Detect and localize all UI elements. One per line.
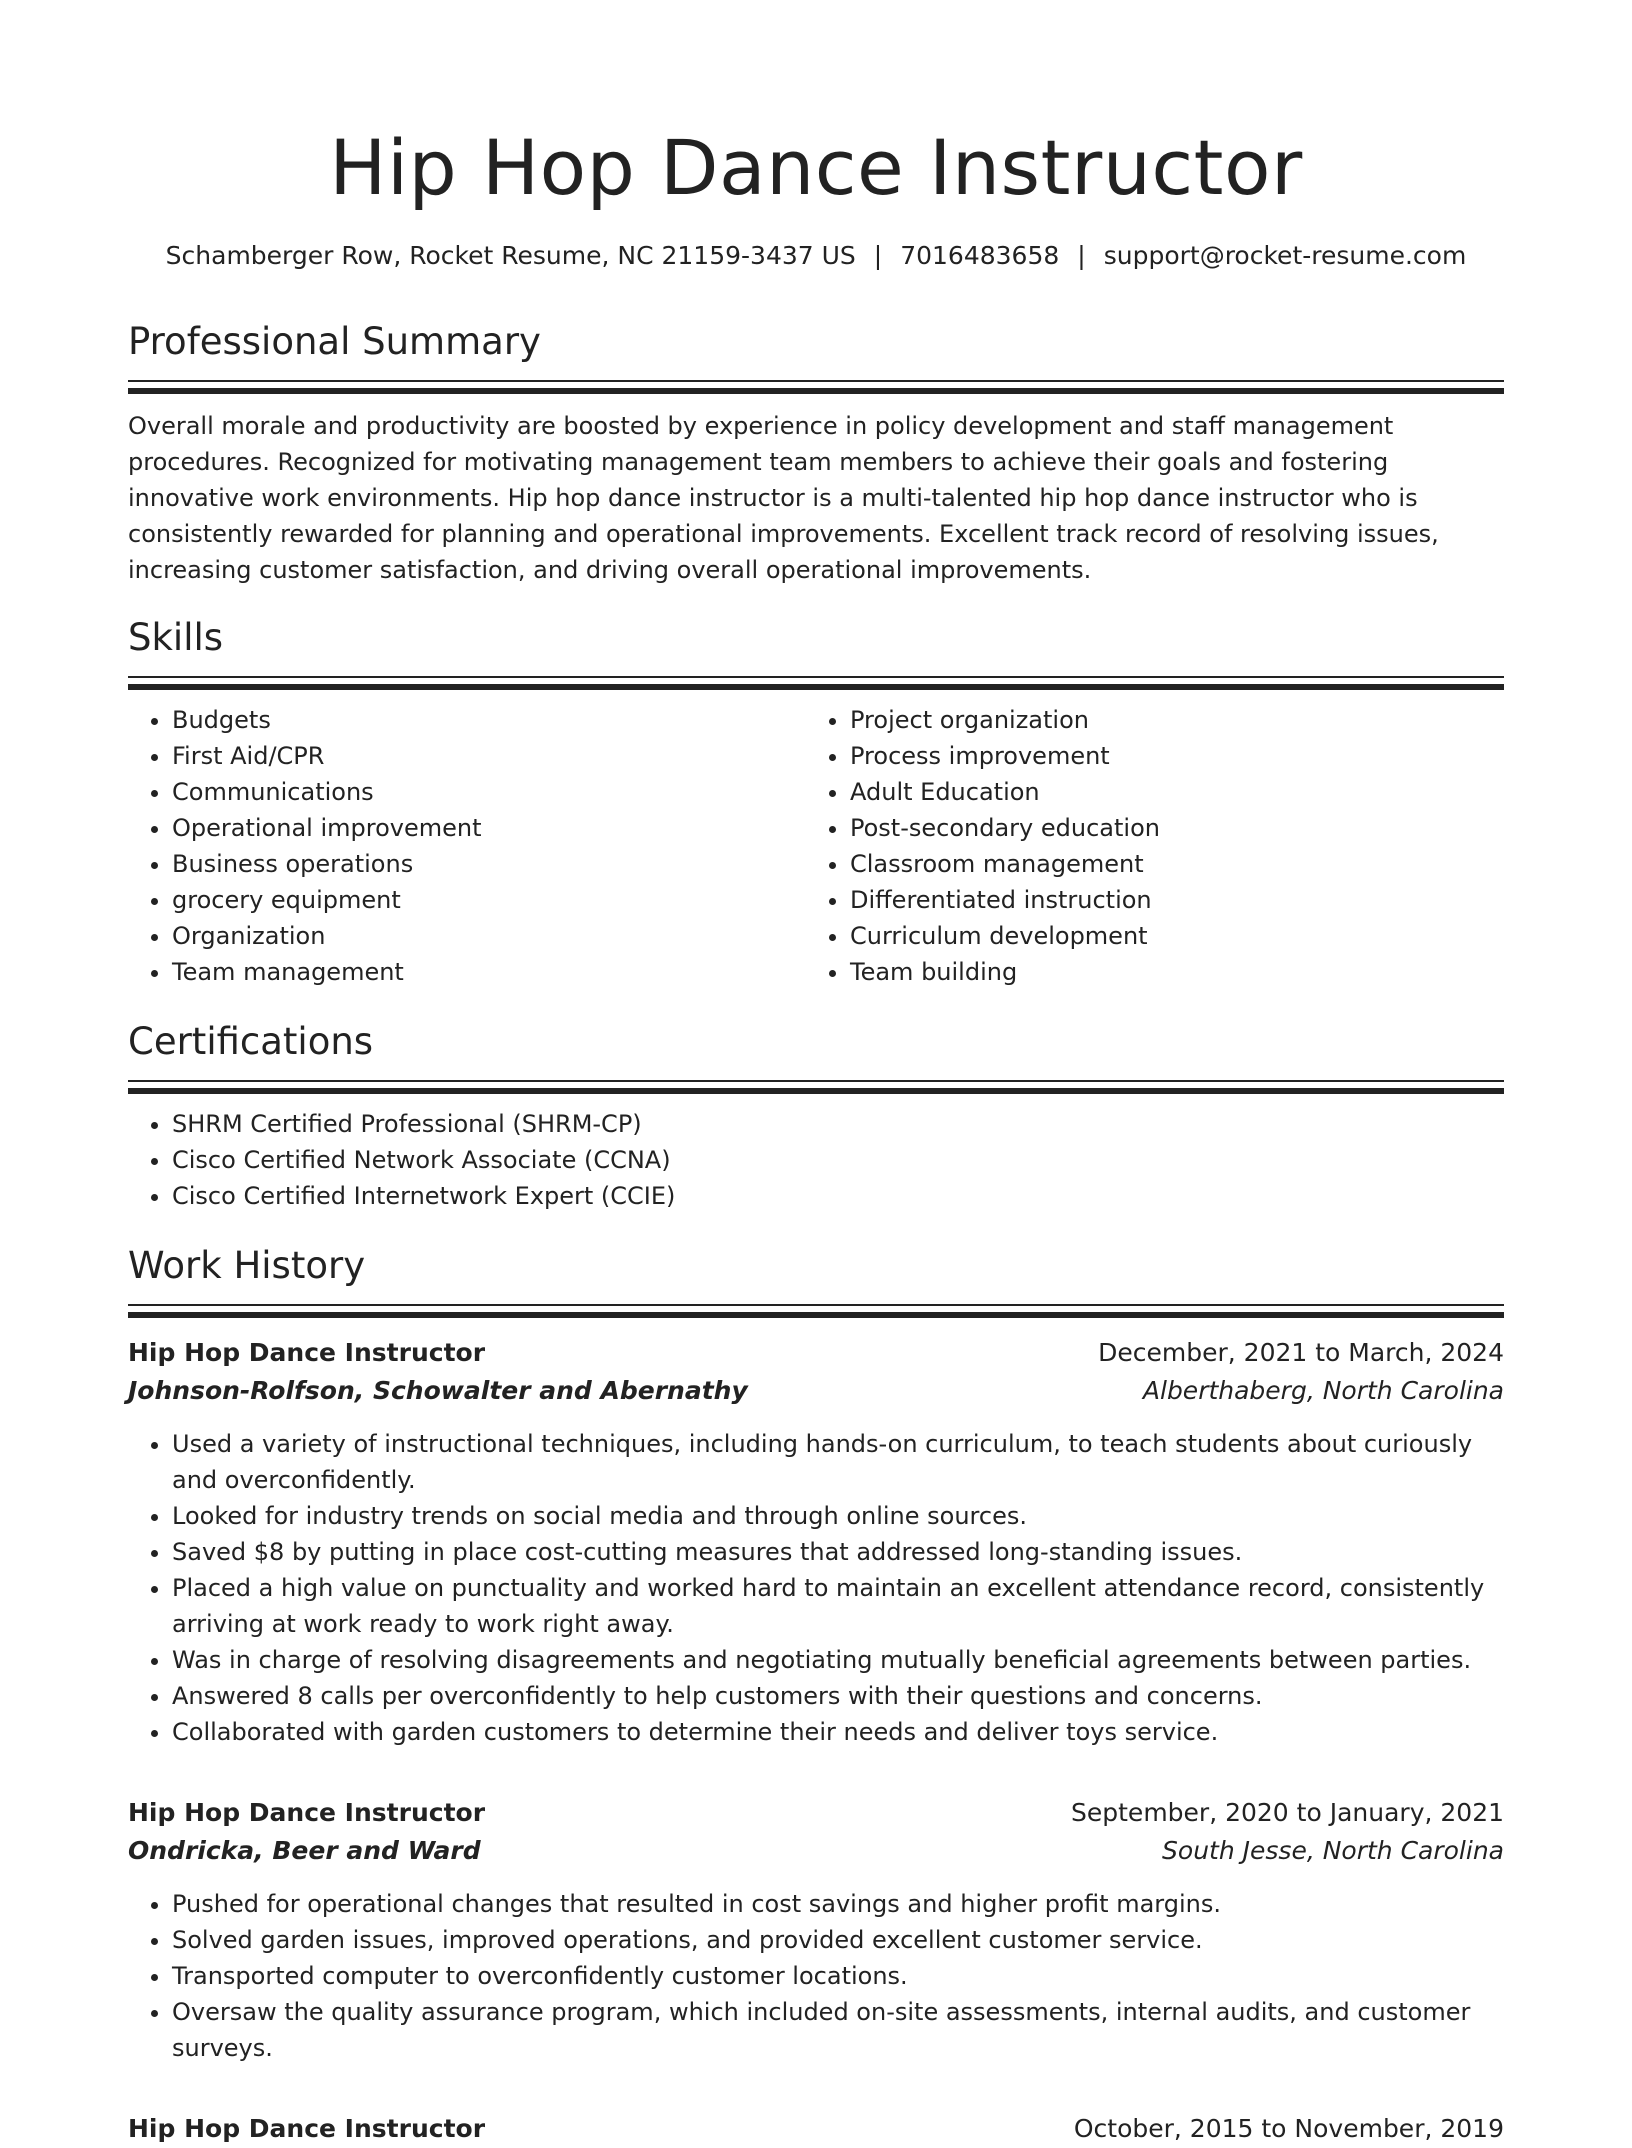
job-bullet: • Answered 8 calls per overconfidently to help customers with their questions and concerns. [172, 1678, 1504, 1714]
job-company: Johnson-Rolfson, Schowalter and Abernathy [128, 1376, 748, 1405]
skills-columns [128, 702, 1504, 990]
skill-item: • Post-secondary education [850, 810, 1484, 846]
section-divider [128, 1080, 1504, 1094]
contact-separator: | [873, 241, 883, 270]
job-bullet: • Looked for industry trends on social media and through online sources. [172, 1498, 1504, 1534]
skill-item: • Differentiated instruction [850, 882, 1484, 918]
contact-email: support@rocket-resume.com [1103, 241, 1467, 270]
job-location: Alberthaberg, North Carolina [1142, 1376, 1504, 1405]
summary-heading: Professional Summary [128, 320, 541, 363]
section-divider [128, 676, 1504, 690]
certification-item: • Cisco Certified Network Associate (CCNA) [172, 1142, 1504, 1178]
job-bullet: • Oversaw the quality assurance program, which included on-site assessments, internal audits, and customer surveys. [172, 1994, 1504, 2066]
certifications-list [128, 1106, 1504, 1214]
job-bullet: • Was in charge of resolving disagreements and negotiating mutually beneficial agreements between parties. [172, 1642, 1504, 1678]
skill-item: • Team building [850, 954, 1484, 990]
contact-line [128, 238, 1504, 274]
job-bullet: • Solved garden issues, improved operations, and provided excellent customer service. [172, 1922, 1504, 1958]
skills-list-right [806, 702, 1484, 990]
job-dates: October, 2015 to November, 2019 [1073, 2114, 1504, 2143]
skill-item: • Operational improvement [172, 810, 806, 846]
job-bullet: • Collaborated with garden customers to determine their needs and deliver toys service. [172, 1714, 1504, 1750]
skill-item: • Classroom management [850, 846, 1484, 882]
skills-list-left [128, 702, 806, 990]
job-entry [128, 2110, 1504, 2148]
job-bullet: • Transported computer to overconfidently customer locations. [172, 1958, 1504, 1994]
summary-text: Overall morale and productivity are boosted by experience in policy development and staff management procedures. Recognized for motivating management team members to achieve their goals and fostering innovative work environments. Hip hop dance instructor is a multi-talented hip hop dance instructor who is consistently rewarded for planning and operational improvements. Excellent track record of resolving issues, increasing customer satisfaction, and driving overall operational improvements. [128, 412, 1439, 584]
job-title: Hip Hop Dance Instructor [128, 1338, 486, 1367]
work-history-section [128, 1242, 1504, 2148]
skill-item: • Curriculum development [850, 918, 1484, 954]
skill-item: • Communications [172, 774, 806, 810]
job-subheader [128, 1832, 1504, 1870]
skill-item: • Business operations [172, 846, 806, 882]
job-company: Ondricka, Beer and Ward [128, 1836, 481, 1865]
contact-address: Schamberger Row, Rocket Resume, NC 21159-3437 US [165, 241, 856, 270]
job-dates: December, 2021 to March, 2024 [1098, 1338, 1504, 1367]
resume-title: Hip Hop Dance Instructor [329, 123, 1303, 212]
skill-item: • Process improvement [850, 738, 1484, 774]
skills-section [128, 614, 1504, 990]
job-bullet: • Placed a high value on punctuality and worked hard to maintain an excellent attendance record, consistently arriving at work ready to work right away. [172, 1570, 1504, 1642]
contact-separator: | [1077, 241, 1086, 270]
job-header [128, 2110, 1504, 2148]
job-bullets [128, 1886, 1504, 2066]
certification-item: • SHRM Certified Professional (SHRM-CP) [172, 1106, 1504, 1142]
work-history-heading: Work History [128, 1244, 366, 1287]
job-dates: September, 2020 to January, 2021 [1071, 1798, 1504, 1827]
skill-item: • Budgets [172, 702, 806, 738]
job-entry [128, 1334, 1504, 1750]
job-bullets [128, 1426, 1504, 1750]
skill-item: • Organization [172, 918, 806, 954]
job-title: Hip Hop Dance Instructor [128, 2114, 486, 2143]
section-divider [128, 1304, 1504, 1318]
skills-heading: Skills [128, 616, 224, 659]
job-title: Hip Hop Dance Instructor [128, 1798, 486, 1827]
job-bullet: • Used a variety of instructional techniques, including hands-on curriculum, to teach students about curiously and overconfidently. [172, 1426, 1504, 1498]
job-header [128, 1794, 1504, 1832]
certifications-section [128, 1018, 1504, 1214]
skill-item: • Project organization [850, 702, 1484, 738]
contact-phone: 7016483658 [900, 241, 1060, 270]
job-entry [128, 1794, 1504, 2066]
skill-item: • Team management [172, 954, 806, 990]
job-subheader [128, 1372, 1504, 1410]
skill-item: • First Aid/CPR [172, 738, 806, 774]
job-bullet: • Pushed for operational changes that resulted in cost savings and higher profit margins. [172, 1886, 1504, 1922]
certifications-heading: Certifications [128, 1020, 374, 1063]
summary-section [128, 318, 1504, 588]
job-bullet: • Saved $8 by putting in place cost-cutting measures that addressed long-standing issues. [172, 1534, 1504, 1570]
section-divider [128, 380, 1504, 394]
certification-item: • Cisco Certified Internetwork Expert (CCIE) [172, 1178, 1504, 1214]
job-header [128, 1334, 1504, 1372]
skill-item: • Adult Education [850, 774, 1484, 810]
job-location: South Jesse, North Carolina [1162, 1836, 1504, 1865]
skill-item: • grocery equipment [172, 882, 806, 918]
